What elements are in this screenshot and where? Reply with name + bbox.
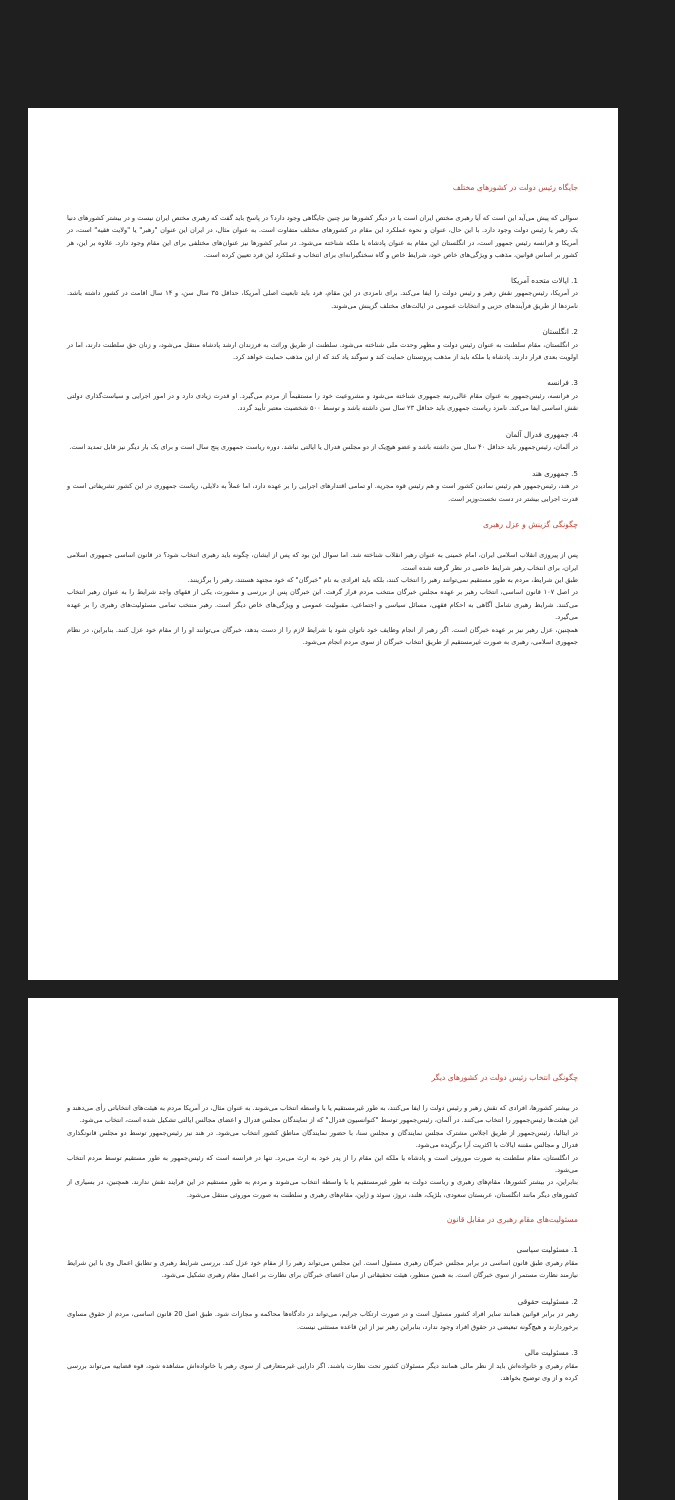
section-title: 4. جمهوری فدرال آلمان [505, 429, 578, 439]
page-1-content [67, 182, 578, 649]
country-section-india [67, 468, 578, 505]
selection-paragraph [67, 549, 578, 648]
paragraph-line: پس از پیروزی انقلاب اسلامی ایران، امام خمینی به عنوان رهبر انقلاب شناخته شد. اما سوال این بود که پس از ایشان، چگونه باید رهبری انتخاب شود؟ در قانون اساسی جمهوری اسلامی ایران، برای انتخاب رهبر شرایط خاصی در نظر گرفته شده است. [67, 551, 578, 572]
section-title: 1. مسئولیت سیاسی [516, 1245, 578, 1255]
section-body: در فرانسه، رئیس‌جمهور به عنوان مقام عالی‌رتبه جمهوری شناخته می‌شود و مشروعیت خود را مستقیماً از مردم می‌گیرد. او قدرت زیادی دارد و در امور اجرایی و سیاست‌گذاری دولتی نقش اساسی ایفا می‌کند. نامزد ریاست جمهوری باید حداقل ۲۳ سال سن داشته باشد و توسط ۵۰۰ شخصیت معتبر تأیید گردد. [67, 392, 578, 413]
section-title: 1. ایالات متحده آمریکا [511, 275, 578, 285]
section-body: مقام رهبری و خانواده‌اش باید از نظر مالی همانند دیگر مسئولان کشور تحت نظارت باشند. اگر دارایی غیرمتعارفی از سوی رهبر یا خانواده‌اش مشاهده شود، قوه قضاییه می‌تواند بررسی کرده و از وی توضیح بخواهد. [67, 1361, 578, 1383]
section-title: 3. مسئولیت مالی [524, 1348, 578, 1358]
section-title: 5. جمهوری هند [532, 468, 578, 478]
paragraph-line: در انگلستان، مقام سلطنت به صورت موروثی است و پادشاه یا ملکه این مقام را از پدر خود به ارث می‌برد. تنها در فرانسه است که رئیس‌جمهور به طور مستقیم توسط مردم انتخاب می‌شود. [67, 1153, 578, 1175]
page-2-heading-2: مسئولیت‌های مقام رهبری در مقابل قانون [446, 1215, 578, 1225]
other-countries-paragraph [67, 1102, 578, 1201]
paragraph-line: طبق این شرایط، مردم به طور مستقیم نمی‌توانند رهبر را انتخاب کنند، بلکه باید افرادی به نام "خبرگان" که خود مجتهد هستند، رهبر را برگزینند. [187, 576, 578, 585]
country-section-usa [67, 275, 578, 312]
document-page-2 [28, 998, 618, 1500]
section-body: در انگلستان، مقام سلطنت به عنوان رئیس دولت و مظهر وحدت ملی شناخته می‌شود. سلطنت از طریق وراثت به فرزندان ارشد پادشاه منتقل می‌شود، و زنان حق سلطنت دارند، اما در اولویت بعدی قرار دارند. پادشاه یا ملکه باید از مذهب پروتستان حمایت کند و سوگند یاد کند که از این مذهب حمایت خواهد کرد. [67, 340, 578, 362]
paragraph-line: در ایتالیا، رئیس‌جمهور از طریق اجلاس مشترک مجلس نمایندگان و مجلس سنا، با حضور نمایندگان مناطق کشور انتخاب می‌شود. در هند نیز رئیس‌جمهور توسط دو مجلس قانونگذاری فدرال و مجالس مقننه ایالات با اکثریت آرا برگزیده می‌شود. [67, 1128, 578, 1150]
page-1-heading-1: جایگاه رئیس دولت در کشورهای مختلف [452, 183, 578, 192]
document-page-1 [28, 108, 618, 980]
section-body: در آلمان، رئیس‌جمهور باید حداقل ۴۰ سال سن داشته باشد و عضو هیچ‌یک از دو مجلس فدرال یا ایالتی نباشد. دوره ریاست جمهوری پنج سال است و برای یک بار دیگر نیز قابل تمدید است. [69, 443, 578, 452]
section-title: 3. فرانسه [547, 378, 578, 388]
section-title: 2. انگلستان [542, 327, 578, 337]
country-section-france [67, 377, 578, 414]
page-2-content [67, 1072, 578, 1384]
responsibility-section-financial [67, 1347, 578, 1384]
section-body: در هند، رئیس‌جمهور هم رئیس نمادین کشور است و هم رئیس قوه مجریه. او تمامی اقتدارهای اجرایی را بر عهده دارد، اما عملاً به دلایلی، ریاست جمهوری در این کشور تشریفاتی است و قدرت اجرایی بیشتر در دست نخست‌وزیر است. [67, 482, 578, 503]
section-title: 2. مسئولیت حقوقی [517, 1296, 578, 1306]
paragraph-line: همچنین، عزل رهبر نیز بر عهده خبرگان است. اگر رهبر از انجام وظایف خود ناتوان شود یا شرایط لازم را از دست بدهد، خبرگان می‌توانند او را از مقام خود عزل کنند. بنابراین، در نظام جمهوری اسلامی، رهبری به صورت غیرمستقیم از طریق انتخاب خبرگان از سوی مردم انجام می‌شود. [67, 625, 578, 647]
section-body: مقام رهبری طبق قانون اساسی در برابر مجلس خبرگان رهبری مسئول است. این مجلس می‌تواند رهبر را از مقام خود عزل کند. بررسی شرایط رهبری و تطابق اعمال وی با این شرایط نیازمند نظارت مستمر از سوی خبرگان است. به همین منظور، هیئت تحقیقاتی از میان اعضای خبرگان برای نظارت بر اعمال مقام رهبری تشکیل می‌شود. [67, 1258, 578, 1280]
paragraph-line: بنابراین، در بیشتر کشورها، مقام‌های رهبری و ریاست دولت به طور غیرمستقیم یا با واسطه انتخاب می‌شوند و مردم به طور مستقیم در این فرایند نقش ندارند. همچنین، در بسیاری از کشورهای دیگر مانند انگلستان، عربستان سعودی، بلژیک، هلند، نروژ، سوئد و ژاپن، مقام‌های رهبری و سلطنت به صورت موروثی منتقل می‌شود. [67, 1178, 578, 1199]
country-section-germany [67, 429, 578, 454]
paragraph-line: در اصل ۱۰۷ قانون اساسی، انتخاب رهبر بر عهده مجلس خبرگان منتخب مردم قرار گرفت. این خبرگان پس از بررسی و مشورت، یکی از فقهای واجد شرایط را به عنوان رهبر انتخاب می‌کنند. شرایط رهبری شامل آگاهی به احکام فقهی، مسائل سیاسی و اجتماعی، مقبولیت عمومی و ویژگی‌های خاص دیگر است. رهبر منتخب تمامی مسئولیت‌های رهبری را بر عهده می‌گیرد. [67, 588, 578, 622]
section-body: در آمریکا، رئیس‌جمهور نقش رهبر و رئیس دولت را ایفا می‌کند. برای نامزدی در این مقام، فرد باید تابعیت اصلی آمریکا، حداقل ۳۵ سال سن، و ۱۴ سال اقامت در کشور داشته باشد. نامزدها از طریق فرآیندهای حزبی و انتخابات عمومی در ایالت‌های مختلف گزینش می‌شوند. [67, 289, 578, 310]
section-body: رهبر در برابر قوانین همانند سایر افراد کشور مسئول است و در صورت ارتکاب جرایم، می‌تواند در دادگاه‌ها محاکمه و مجازات شود. طبق اصل 20 قانون اساسی، مردم از حقوق مساوی برخوردارند و هیچ‌گونه تبعیضی در حقوق افراد وجود ندارد، بنابراین رهبر نیز از این قاعده مستثنی نیست. [67, 1310, 578, 1331]
page-1-heading-2: چگونگی گزینش و عزل رهبری [483, 520, 578, 530]
responsibility-section-legal [67, 1296, 578, 1333]
paragraph-line: در بیشتر کشورها، افرادی که نقش رهبر و رئیس دولت را ایفا می‌کنند، به طور غیرمستقیم یا با واسطه انتخاب می‌شوند. به عنوان مثال، در آمریکا مردم به هیئت‌های انتخاباتی رأی می‌دهند و این هیئت‌ها رئیس‌جمهور را انتخاب می‌کنند. در آلمان، رئیس‌جمهور توسط "کنوانسیون فدرال" که از نمایندگان مجلس فدرال و اعضای مجالس ایالتی تشکیل شده است، انتخاب می‌شود. [67, 1104, 578, 1125]
intro-paragraph: سوالی که پیش می‌آید این است که آیا رهبری مختص ایران است یا در دیگر کشورها نیز چنین جایگاهی وجود دارد؟ در پاسخ باید گفت که رهبری مختص ایران نیست و در بیشتر کشورهای دنیا یک رهبر یا رئیس دولت وجود دارد. با این حال، عنوان و نحوه عملکرد این مقام در کشورهای مختلف متفاوت است. به عنوان مثال، در ایران این عنوان "رهبر" یا "ولایت فقیه" است، در آمریکا و فرانسه رئیس جمهور است، در انگلستان این مقام به عنوان پادشاه یا ملکه شناخته می‌شود. در سایر کشورها نیز عنوان‌های مختلفی برای این مقام وجود دارد. علاوه بر این، هر کشور بر اساس قوانین، مذهب و ویژگی‌های خاص خود، شرایط خاص و گاه سختگیرانه‌ای برای انتخاب و عملکرد این فرد تعیین کرده است. [67, 214, 578, 260]
responsibility-section-political [67, 1244, 578, 1281]
page-2-heading-1: چگونگی انتخاب رئیس دولت در کشورهای دیگر [431, 1073, 578, 1082]
country-section-england [67, 326, 578, 363]
